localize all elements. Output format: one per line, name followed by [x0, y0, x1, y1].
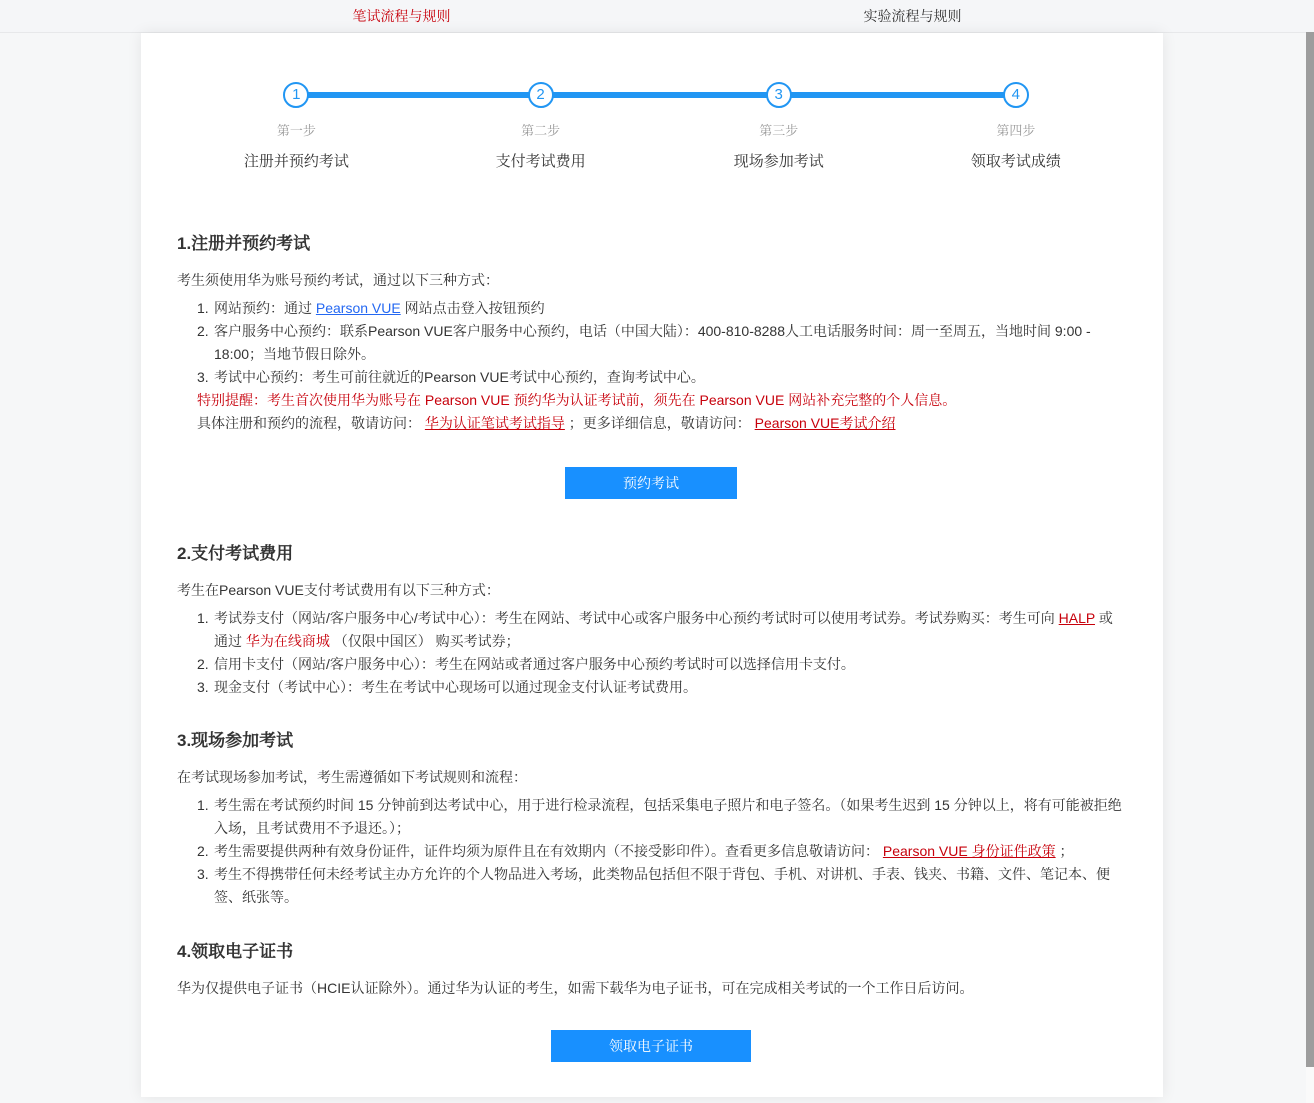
list-item	[197, 607, 1125, 653]
step-name: 注册并预约考试	[243, 153, 349, 170]
section-list	[177, 607, 1125, 699]
list-item	[197, 840, 1125, 863]
text-segment: 考试券支付（网站/客户服务中心/考试中心）：考生在网站、考试中心或客户服务中心预约考试时可以使用考试券。考试券购买：考生可向	[214, 610, 1059, 626]
section-certificate	[177, 937, 1125, 1062]
section-intro	[177, 978, 1125, 998]
step-name: 领取考试成绩	[970, 153, 1061, 170]
step-label: 第四步	[996, 123, 1036, 138]
text-segment: 或通过	[214, 610, 1113, 649]
button-row	[177, 1030, 1125, 1062]
note-line	[197, 389, 1125, 412]
text-segment: 具体注册和预约的流程，敬请访问：	[197, 415, 425, 431]
section-heading: 1.注册并预约考试	[177, 234, 311, 253]
id-policy-link[interactable]: Pearson VUE 身份证件政策	[882, 843, 1056, 859]
list-item	[197, 676, 1125, 699]
step-4	[906, 82, 1126, 171]
pearson-vue-intro-link[interactable]: Pearson VUE考试介绍	[754, 415, 896, 431]
section-heading: 4.领取电子证书	[177, 942, 294, 961]
book-exam-button[interactable]: 预约考试	[565, 467, 737, 499]
text-segment: 客户服务中心预约：联系Pearson VUE客户服务中心预约，电话（中国大陆）：400-810-8288人工电话服务时间：周一至周五，当地时间 9:00 - 18:00；当地节假日除外。	[214, 323, 1091, 362]
pearson-vue-link[interactable]: Pearson VUE	[315, 300, 401, 316]
text-segment: 考生在Pearson VUE支付考试费用有以下三种方式：	[177, 582, 500, 598]
step-name: 现场参加考试	[733, 153, 824, 170]
list-item	[197, 653, 1125, 676]
note-line	[197, 412, 1125, 435]
list-item	[197, 297, 1125, 320]
step-name: 支付考试费用	[495, 153, 586, 170]
list-index: 1.	[197, 300, 209, 316]
list-index: 1.	[197, 797, 209, 813]
section-heading: 3.现场参加考试	[177, 731, 294, 750]
text-segment: 考生须使用华为账号预约考试，通过以下三种方式：	[177, 272, 499, 288]
step-circle: 2	[528, 82, 554, 108]
section-register	[177, 229, 1125, 499]
list-item	[197, 794, 1125, 840]
tab-bar-inner	[146, 0, 1168, 32]
step-circle: 4	[1003, 82, 1029, 108]
text-segment: 特别提醒：考生首次使用华为账号在 Pearson VUE 预约华为认证考试前，须先在 Pearson VUE 网站补充完整的个人信息。	[197, 392, 957, 408]
text-segment: 考试中心预约：考生可前往就近的Pearson VUE考试中心预约，查询考试中心。	[214, 369, 705, 385]
written-exam-guide-link[interactable]: 华为认证笔试考试指导	[424, 415, 565, 431]
text-segment: 华为仅提供电子证书（HCIE认证除外）。通过华为认证的考生，如需下载华为电子证书，可在完成相关考试的一个工作日后访问。	[177, 980, 974, 996]
exam-steps-progress	[141, 82, 1163, 172]
content-card	[141, 33, 1163, 1097]
step-label: 第二步	[521, 123, 561, 138]
list-index: 3.	[197, 369, 209, 385]
section-pay	[177, 539, 1125, 699]
text-segment: 考生需要提供两种有效身份证件，证件均须为原件且在有效期内（不接受影印件）。查看更多信息敬请访问：	[214, 843, 883, 859]
list-item	[197, 863, 1125, 909]
text-segment: 考生需在考试预约时间 15 分钟前到达考试中心，用于进行检录流程，包括采集电子照片和电子签名。（如果考生迟到 15 分钟以上，将有可能被拒绝入场，且考试费用不予退还。）；	[214, 797, 1122, 836]
section-heading: 2.支付考试费用	[177, 544, 294, 563]
get-certificate-button[interactable]: 领取电子证书	[551, 1030, 751, 1062]
step-circle: 1	[283, 82, 309, 108]
text-segment: （仅限中国区） 购买考试券；	[329, 633, 520, 649]
text-segment: 网站点击登入按钮预约	[400, 300, 545, 316]
vertical-scrollbar	[1306, 32, 1314, 1103]
list-index: 3.	[197, 866, 209, 882]
text-segment: 网站预约：通过	[214, 300, 316, 316]
tab-lab-exam-rules[interactable]: 实验流程与规则	[863, 8, 962, 24]
list-index: 1.	[197, 610, 209, 626]
list-item	[197, 366, 1125, 389]
text-segment: ；更多详细信息，敬请访问：	[564, 415, 755, 431]
section-list	[177, 794, 1125, 909]
text-segment: 在考试现场参加考试，考生需遵循如下考试规则和流程：	[177, 769, 527, 785]
halp-link[interactable]: HALP	[1058, 610, 1095, 626]
section-intro	[177, 270, 1125, 290]
list-index: 2.	[197, 323, 209, 339]
section-list	[177, 297, 1125, 389]
scrollbar-thumb[interactable]	[1306, 32, 1314, 1067]
tab-written-exam-rules[interactable]: 笔试流程与规则	[352, 8, 451, 24]
list-item	[197, 320, 1125, 366]
text-segment: 考生不得携带任何未经考试主办方允许的个人物品进入考场，此类物品包括但不限于背包、手机、对讲机、手表、钱夹、书籍、文件、笔记本、便签、纸张等。	[214, 866, 1110, 905]
section-intro	[177, 767, 1125, 787]
step-label: 第一步	[276, 123, 316, 138]
step-circle: 3	[766, 82, 792, 108]
top-tab-bar	[0, 0, 1314, 33]
section-intro	[177, 580, 1125, 600]
huawei-online-store-link[interactable]: 华为在线商城	[245, 633, 330, 649]
list-index: 3.	[197, 679, 209, 695]
list-index: 2.	[197, 656, 209, 672]
content-area	[141, 229, 1163, 1062]
step-2	[431, 82, 651, 171]
text-segment: 信用卡支付（网站/客户服务中心）：考生在网站或者通过客户服务中心预约考试时可以选择信用卡支付。	[214, 656, 855, 672]
button-row	[177, 467, 1125, 499]
section-attend	[177, 726, 1125, 909]
step-1	[186, 82, 406, 171]
step-3	[669, 82, 889, 171]
step-label: 第三步	[759, 123, 799, 138]
list-index: 2.	[197, 843, 209, 859]
text-segment: 现金支付（考试中心）：考生在考试中心现场可以通过现金支付认证考试费用。	[214, 679, 697, 695]
text-segment: ；	[1055, 843, 1074, 859]
